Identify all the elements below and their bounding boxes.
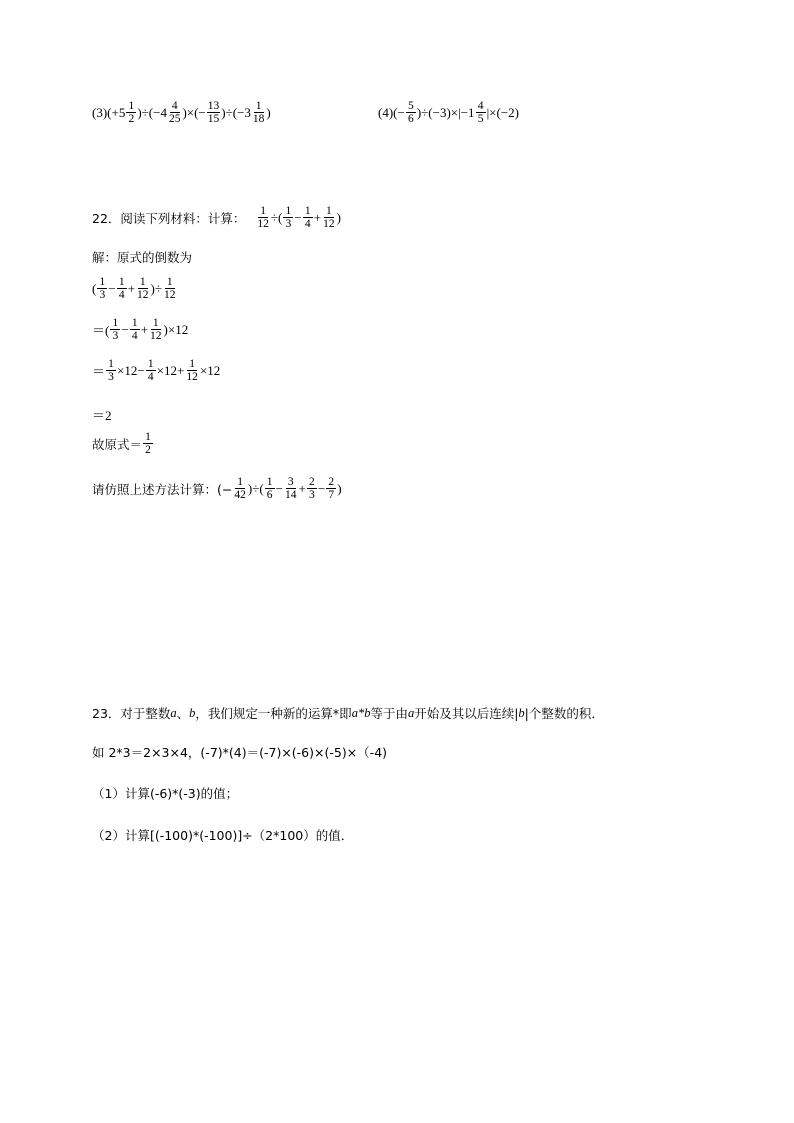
q21-part3-expression: (3)(+5 $\frac{1}{2}$ )÷(−4 $\frac{4}{25}$ )×(− $\frac{13}{15}$ )÷(−3 $\frac{1}{18}$ )	[92, 100, 271, 125]
fraction: $\frac{1}{12}$	[137, 276, 149, 301]
q23-title: 23．对于整数 a 、 b ，我们规定一种新的运算*即 a*b 等于由 a 开始及其以后连续| b |个整数的积．	[92, 705, 604, 721]
fraction: $\frac{1}{3}$	[110, 317, 120, 342]
fraction: $\frac{1}{4}$	[130, 317, 140, 342]
fraction: $\frac{1}{2}$	[126, 100, 136, 125]
fraction: $\frac{1}{2}$	[143, 431, 153, 456]
q22-step2: ＝( $\frac{1}{3}$ − $\frac{1}{4}$ + $\frac{1}{12}$ )×12	[92, 317, 189, 342]
fraction: $\frac{4}{25}$	[168, 100, 181, 125]
fraction: $\frac{1}{3}$	[283, 205, 293, 230]
fraction: $\frac{1}{3}$	[97, 276, 107, 301]
fraction: $\frac{5}{6}$	[406, 100, 416, 125]
fraction: $\frac{2}{3}$	[307, 476, 317, 501]
fraction: $\frac{1}{6}$	[265, 476, 275, 501]
fraction: $\frac{1}{12}$	[257, 205, 269, 230]
q22-solution-label: 解：原式的倒数为	[92, 250, 193, 265]
fraction: $\frac{13}{15}$	[207, 100, 220, 125]
fraction: $\frac{3}{14}$	[285, 476, 297, 501]
fraction: $\frac{1}{3}$	[106, 358, 116, 383]
fraction: $\frac{1}{12}$	[323, 205, 335, 230]
q22-step3: ＝ $\frac{1}{3}$ ×12− $\frac{1}{4}$ ×12+ $\frac{1}{12}$ ×12	[92, 358, 221, 383]
fraction: $\frac{1}{12}$	[186, 358, 198, 383]
q23-part1: （1）计算(-6)*(-3)的值；	[92, 786, 239, 801]
fraction: $\frac{1}{4}$	[146, 358, 156, 383]
q22-task: 请仿照上述方法计算：(− $\frac{1}{42}$ )÷( $\frac{1}{6}$ − $\frac{3}{14}$ + $\frac{2}{3}$ − $\frac{2}{7}$ )	[92, 476, 342, 501]
fraction: $\frac{1}{4}$	[117, 276, 127, 301]
fraction: $\frac{1}{42}$	[234, 476, 246, 501]
fraction: $\frac{4}{5}$	[476, 100, 486, 125]
fraction: $\frac{2}{7}$	[326, 476, 336, 501]
q23-part2: （2）计算[(-100)*(-100)]÷（2*100）的值．	[92, 828, 354, 843]
q21-part4-expression: (4)(− $\frac{5}{6}$ )÷(−3)×|−1 $\frac{4}{5}$ |×(−2)	[378, 100, 519, 125]
q22-title: 22．阅读下列材料：计算： $\frac{1}{12}$ ÷( $\frac{1}{3}$ − $\frac{1}{4}$ + $\frac{1}{12}$ )	[92, 205, 341, 230]
q23-example: 如 2*3＝2×3×4，(-7)*(4)＝(-7)×(-6)×(-5)×（-4)	[92, 745, 388, 760]
q22-step1: ( $\frac{1}{3}$ − $\frac{1}{4}$ + $\frac{1}{12}$ )÷ $\frac{1}{12}$	[92, 276, 176, 301]
fraction: $\frac{1}{12}$	[164, 276, 176, 301]
fraction: $\frac{1}{4}$	[303, 205, 313, 230]
fraction: $\frac{1}{18}$	[252, 100, 265, 125]
fraction: $\frac{1}{12}$	[150, 317, 162, 342]
q22-step4: ＝2	[92, 408, 112, 423]
q22-conclusion: 故原式＝ $\frac{1}{2}$	[92, 431, 154, 456]
